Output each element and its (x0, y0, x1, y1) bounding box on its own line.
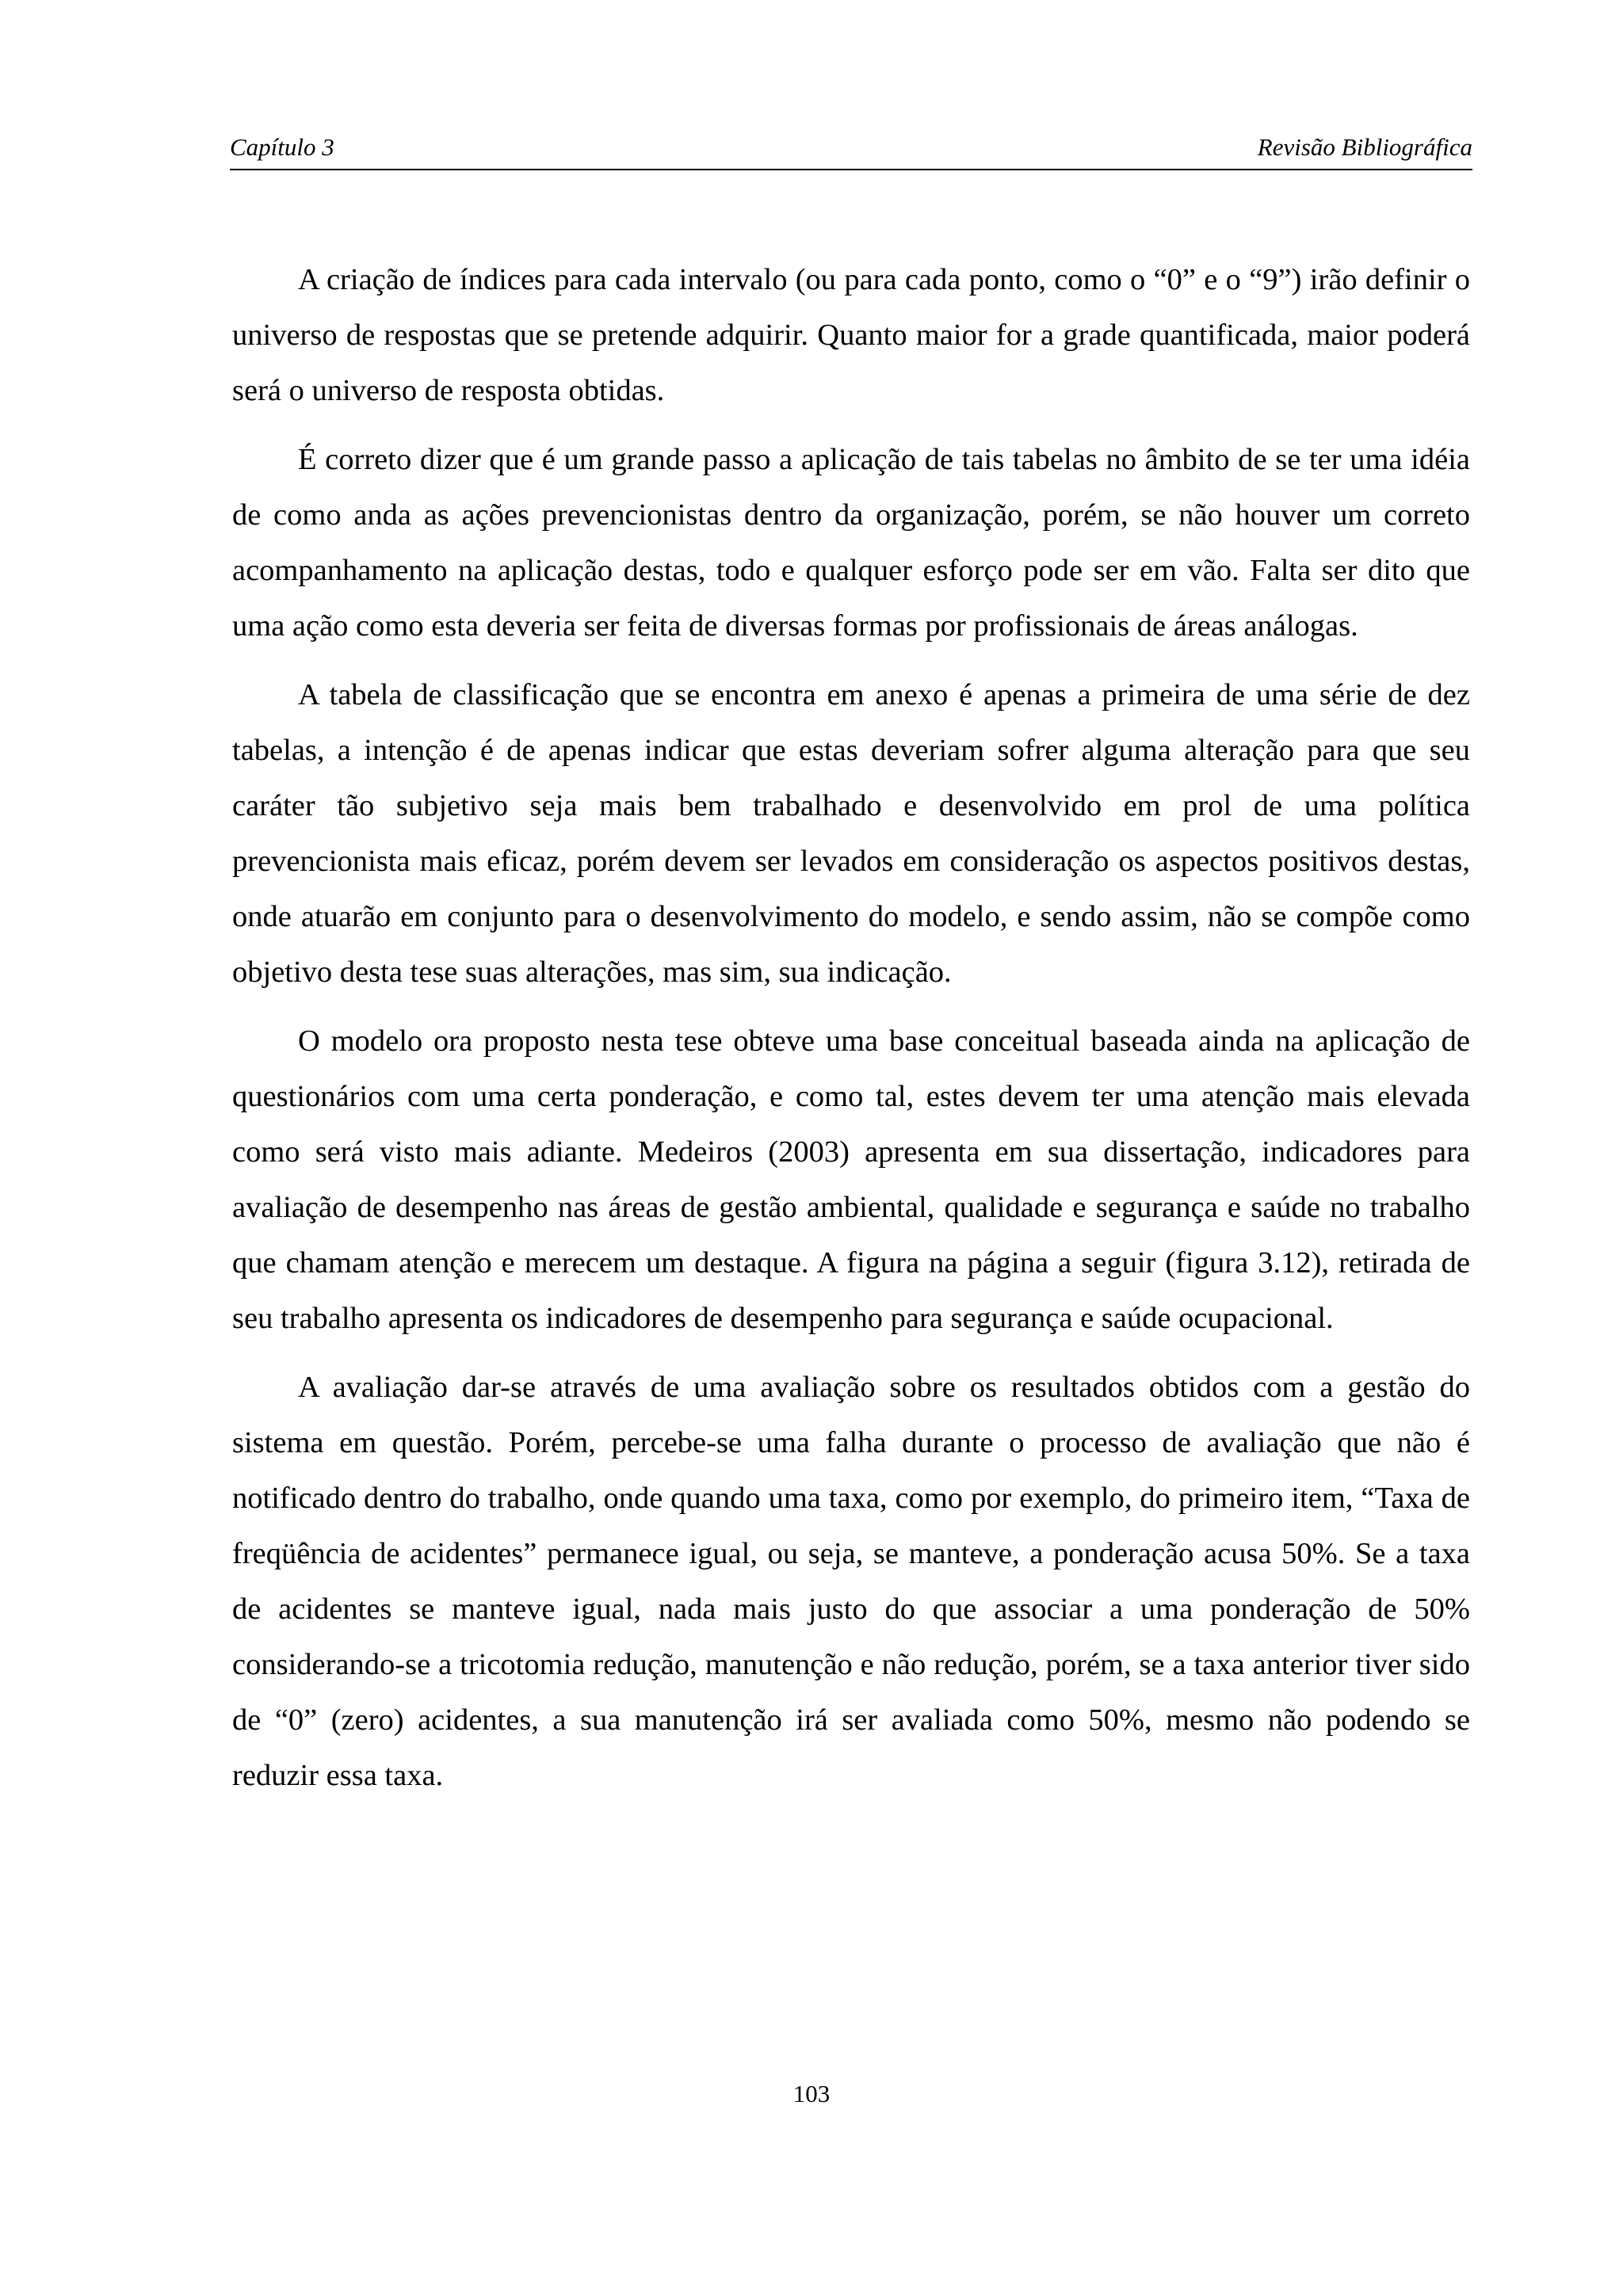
paragraph: A criação de índices para cada intervalo (ou para cada ponto, como o “0” e o “9”) irão definir o universo de respostas que se pretende adquirir. Quanto maior for a grade quantificada, maior poderá será o universo de resposta obtidas. (232, 263, 1470, 407)
chapter-label: Capítulo 3 (230, 133, 334, 161)
paragraph: É correto dizer que é um grande passo a aplicação de tais tabelas no âmbito de se ter uma idéia de como anda as ações prevencionistas dentro da organização, porém, se não houver um correto acompanhamento na aplicação destas, todo e qualquer esforço pode ser em vão. Falta ser dito que uma ação como esta deveria ser feita de diversas formas por profissionais de áreas análogas. (232, 443, 1470, 643)
section-title: Revisão Bibliográfica (1257, 133, 1472, 161)
paragraph: A tabela de classificação que se encontra em anexo é apenas a primeira de uma série de dez tabelas, a intenção é de apenas indicar que estas deveriam sofrer alguma alteração para que seu caráter tão subjetivo seja mais bem trabalhado e desenvolvido em prol de uma política prevencionista mais eficaz, porém devem ser levados em consideração os aspectos positivos destas, onde atuarão em conjunto para o desenvolvimento do modelo, e sendo assim, não se compõe como objetivo desta tese suas alterações, mas sim, sua indicação. (232, 678, 1470, 989)
body-text (232, 252, 1470, 1817)
paragraph: A avaliação dar-se através de uma avaliação sobre os resultados obtidos com a gestão do sistema em questão. Porém, percebe-se uma falha durante o processo de avaliação que não é notificado dentro do trabalho, onde quando uma taxa, como por exemplo, do primeiro item, “Taxa de freqüência de acidentes” permanece igual, ou seja, se manteve, a ponderação acusa 50%. Se a taxa de acidentes se manteve igual, nada mais justo do que associar a uma ponderação de 50% considerando-se a tricotomia redução, manutenção e não redução, porém, se a taxa anterior tiver sido de “0” (zero) acidentes, a sua manutenção irá ser avaliada como 50%, mesmo não podendo se reduzir essa taxa. (232, 1371, 1470, 1792)
header-rule (230, 169, 1472, 170)
running-header (230, 133, 1472, 162)
paragraph: O modelo ora proposto nesta tese obteve uma base conceitual baseada ainda na aplicação de questionários com uma certa ponderação, e como tal, estes devem ter uma atenção mais elevada como será visto mais adiante. Medeiros (2003) apresenta em sua dissertação, indicadores para avaliação de desempenho nas áreas de gestão ambiental, qualidade e segurança e saúde no trabalho que chamam atenção e merecem um destaque. A figura na página a seguir (figura 3.12), retirada de seu trabalho apresenta os indicadores de desempenho para segurança e saúde ocupacional. (232, 1024, 1470, 1335)
page-number: 103 (792, 2080, 831, 2107)
